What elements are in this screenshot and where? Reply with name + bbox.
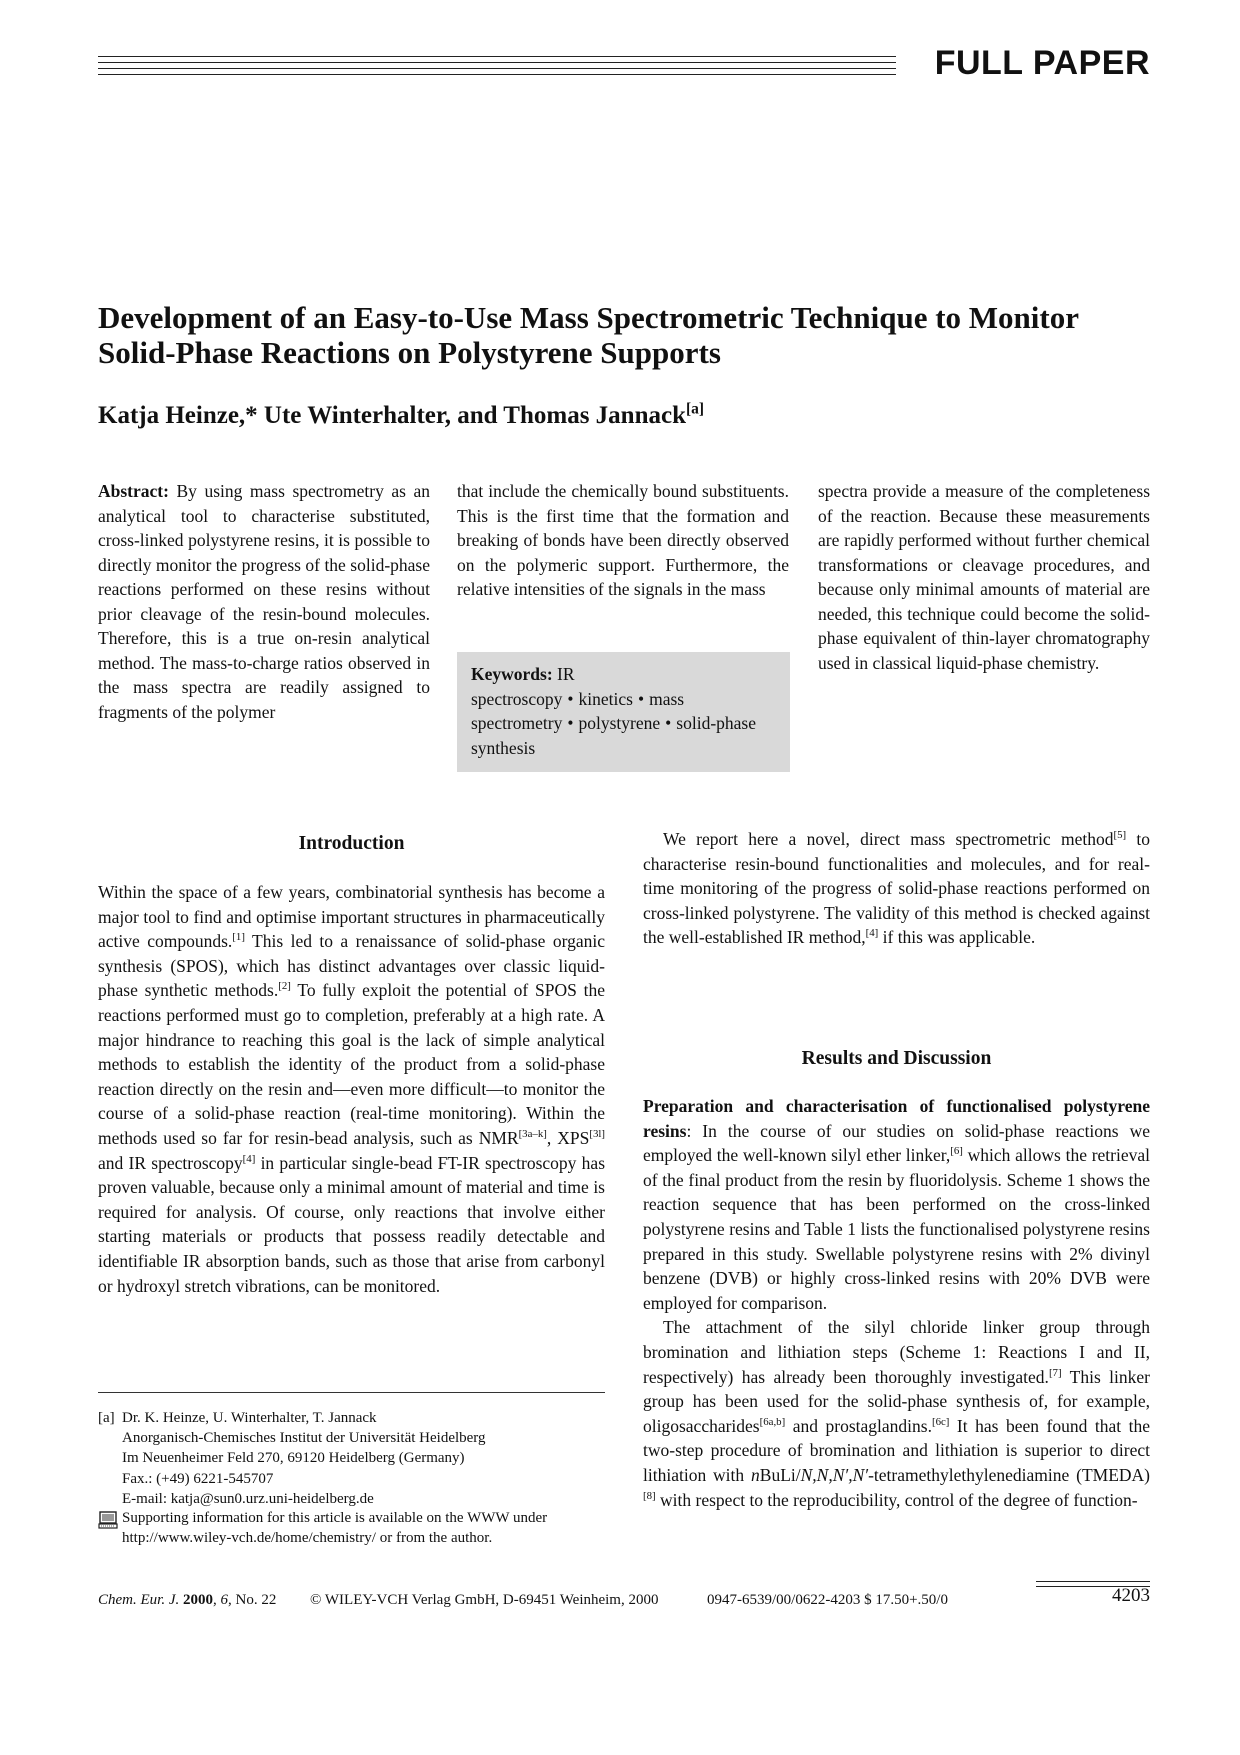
keyword-separator: • [665, 713, 672, 733]
computer-icon [98, 1510, 118, 1530]
run-in-heading: Preparation and characterisation of functionalised polystyrene resins [643, 1096, 1150, 1141]
journal-name: Chem. Eur. J. [98, 1592, 180, 1608]
citation: [8] [643, 1489, 656, 1502]
body-text: and prostaglandins. [785, 1415, 932, 1436]
abstract-text-2: that include the chemically bound substituents. This is the first time that the formation and breaking of bonds have been directly observed on the polymeric support. Furthermore, the relative intensities of the signals in the mass [457, 481, 789, 599]
footnote-line: E-mail: katja@sun0.urz.uni-heidelberg.de [122, 1490, 374, 1507]
intro-body [98, 880, 605, 1298]
keywords-box [457, 652, 790, 772]
italic-locants: N,N,N′,N′ [800, 1464, 869, 1485]
footnote-line: Im Neuenheimer Feld 270, 69120 Heidelberg (Germany) [122, 1450, 465, 1467]
footnote-line: Fax.: (+49) 6221-545707 [122, 1470, 274, 1487]
italic-prefix: n [751, 1464, 760, 1485]
citation: [3a–k] [518, 1128, 547, 1141]
keyword: IR spectroscopy [471, 664, 575, 709]
body-text: which allows the retrieval of the final product from the resin by fluoridolysis. Scheme 1 shows the reaction sequence that has been performed on the cross-linked polystyrene resins and Table 1 lists the functionalised polystyrene resins prepared in this study. Swellable polystyrene resins with 2% divinyl benzene (DVB) or highly cross-linked resins with 20% DVB were employed for comparison. [643, 1145, 1150, 1313]
abstract-column-1 [98, 479, 430, 724]
keyword-separator: • [567, 688, 574, 709]
supporting-info-note [98, 1508, 605, 1548]
abstract-column-3 [818, 479, 1150, 675]
citation: [7] [1048, 1366, 1062, 1379]
intro-text: in particular single-bead FT-IR spectroscopy has proven valuable, because only a minimal amount of material and time is required for analysis. Of course, only reactions that involve either starting materials or products that possess readily detectable and identifiable IR absorption bands, such as those that arise from carbonyl or hydroxyl stretch vibrations, can be monitored. [98, 1152, 606, 1296]
affiliation-mark: [a] [686, 400, 705, 418]
journal-citation: Chem. Eur. J. 2000, 6, No. 22 [98, 1592, 277, 1608]
keyword: polystyrene [578, 713, 661, 733]
abstract-column-2 [457, 479, 789, 602]
footnote-rule [98, 1392, 605, 1393]
keyword: solid-phase synthesis [471, 713, 757, 758]
body-text: : In the course of our studies on solid-phase reactions we employed the well-known silyl ether linker, [643, 1120, 1150, 1166]
abstract-label: Abstract: [98, 481, 169, 501]
results-paragraph-1 [643, 1094, 1150, 1315]
citation: [4] [242, 1152, 256, 1165]
publisher-note: © WILEY-VCH Verlag GmbH, D-69451 Weinheim, 2000 [310, 1592, 659, 1608]
keyword-separator: • [637, 688, 645, 709]
citation: [5] [1113, 829, 1127, 842]
footnote-tag: [a] [98, 1410, 115, 1426]
article-code: 0947-6539/00/0622-4203 $ 17.50+.50/0 [707, 1592, 948, 1608]
body-text: if this was applicable. [878, 927, 1036, 948]
intro-text: and IR spectroscopy [98, 1152, 243, 1173]
citation: [6a,b] [759, 1415, 786, 1428]
article-title [98, 300, 1158, 370]
body-text: It has been found that the two-step procedure of bromination and lithiation is superior to direct lithiation with [643, 1415, 1150, 1485]
intro-text: To fully exploit the potential of SPOS the reactions performed must go to completion, preferably at a high rate. A major hindrance to reaching this goal is the lack of simple analytical methods to establish the identity of the product from a solid-phase reaction directly on the resin and—even more difficult—to monitor the course of a solid-phase reaction (real-time monitoring). Within the methods used so far for resin-bead analysis, such as NMR [98, 980, 606, 1148]
keyword: kinetics [578, 688, 633, 709]
citation: [3l] [589, 1128, 605, 1141]
intro-text: Within the space of a few years, combinatorial synthesis has become a major tool to find and optimise important structures in pharmaceutically active compounds. [98, 882, 605, 952]
citation: [6] [950, 1145, 963, 1158]
keyword-separator: • [567, 713, 574, 733]
citation: [2] [278, 980, 291, 993]
body-text: The attachment of the silyl chloride linker group through bromination and lithiation steps (Scheme 1: Reactions I and II, respectively) has already been thoroughly investigated. [643, 1317, 1150, 1387]
author-names: Katja Heinze,* Ute Winterhalter, and Thomas Jannack [98, 402, 686, 429]
abstract-text-3: spectra provide a measure of the completeness of the reaction. Because these measurements are rapidly performed without further chemical transformations or cleavage procedures, and because only minimal amounts of material are needed, this technique could become the solid-phase equivalent of thin-layer chromatography used in classical liquid-phase chemistry. [818, 481, 1150, 673]
title-line-2: Solid-Phase Reactions on Polystyrene Supports [98, 335, 721, 370]
body-text: This linker group has been used for the solid-phase synthesis of, for example, oligosaccharides [643, 1366, 1150, 1436]
supp-url[interactable]: http://www.wiley-vch.de/home/chemistry/ or from the author. [122, 1530, 493, 1547]
affiliation-footnote [98, 1408, 605, 1509]
results-paragraph-2 [643, 1315, 1150, 1512]
supp-line-1: Supporting information for this article is available on the WWW under [122, 1510, 548, 1526]
journal-issue: , No. 22 [228, 1592, 277, 1608]
journal-volume: 6 [220, 1592, 228, 1608]
citation: [4] [865, 927, 879, 940]
keywords-label: Keywords: [471, 664, 553, 684]
body-text: with respect to the reproducibility, control of the degree of function- [655, 1489, 1138, 1510]
author-list [98, 401, 1158, 431]
body-text: We report here a novel, direct mass spectrometric method [663, 829, 1114, 849]
abstract-text-1: By using mass spectrometry as an analytical tool to characterise substituted, cross-linked polystyrene resins, it is possible to directly monitor the progress of the solid-phase reactions performed on these resins without prior cleavage of the resin-bound molecules. Therefore, this is a true on-resin analytical method. The mass-to-charge ratios observed in the mass spectra are readily assigned to fragments of the polymer [98, 481, 431, 722]
footnote-line: Anorganisch-Chemisches Institut der Universität Heidelberg [122, 1430, 486, 1447]
body-text: BuLi/ [759, 1464, 801, 1485]
journal-year: 2000 [183, 1592, 213, 1608]
title-line-1: Development of an Easy-to-Use Mass Spectrometric Technique to Monitor [98, 300, 1079, 335]
body-text: to characterise resin-bound functionalities and molecules, and for real-time monitoring of the progress of solid-phase reactions performed on cross-linked polystyrene. The validity of this method is checked against the well-established IR method, [643, 829, 1150, 948]
citation: [1] [232, 931, 245, 944]
body-text: -tetramethylethylenediamine (TMEDA) [868, 1464, 1150, 1485]
intro-heading: Introduction [298, 833, 405, 854]
page-number: 4203 [1112, 1585, 1150, 1606]
header-rules [98, 56, 896, 80]
citation: [6c] [931, 1415, 950, 1428]
intro-text: , XPS [546, 1127, 590, 1148]
results-heading: Results and Discussion [801, 1048, 992, 1069]
right-intro-paragraph [643, 827, 1150, 950]
results-body [643, 1094, 1150, 1512]
keyword: mass spectrometry [471, 688, 685, 733]
intro-text: This led to a renaissance of solid-phase organic synthesis (SPOS), which has distinct advantages over classic liquid-phase synthetic methods. [98, 931, 605, 1001]
section-label: FULL PAPER [934, 44, 1150, 82]
footnote-line: Dr. K. Heinze, U. Winterhalter, T. Jannack [122, 1410, 377, 1426]
